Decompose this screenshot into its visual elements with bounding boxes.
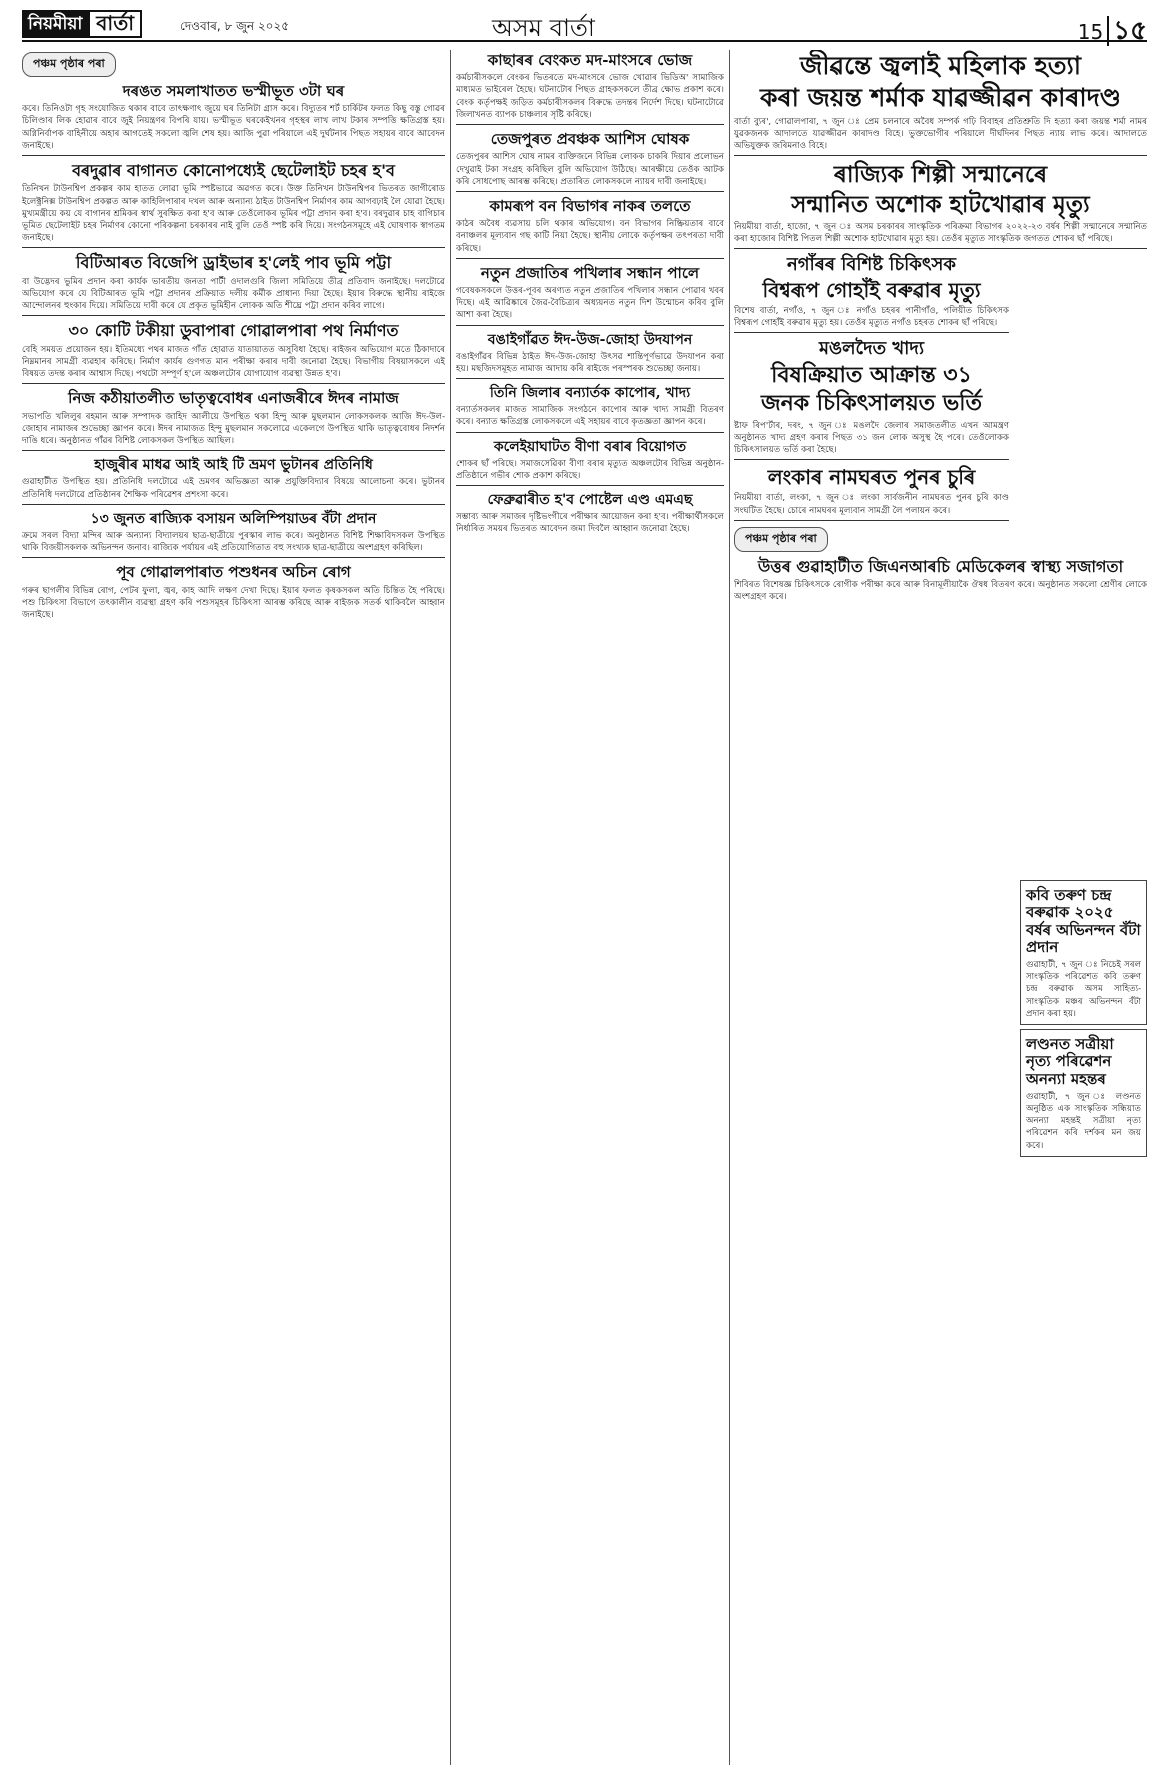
sidebar-body: গুৱাহাটী, ৭ জুন ঃ নিচেই সৰল সাংস্কৃতিক পৰিৱেশত কবি তৰুণ চন্দ্ৰ বৰুৱাক অসম সাহিত্য-সাংস্কৃতিক মঞ্চৰ অভিনন্দন বঁটা প্ৰদান কৰা হয়। xyxy=(1026,960,1141,1019)
page-number-native: ১৫ xyxy=(1107,16,1147,46)
article-headline: কলেইয়াঘাটত বীণা বৰাৰ বিয়োগত xyxy=(493,438,687,455)
article-food-poisoning xyxy=(734,337,1009,460)
sidebar-article-london-dance xyxy=(1020,1029,1147,1157)
article-eid-namaz xyxy=(22,388,445,451)
article-headline: বৰদুৱাৰ বাগানত কোনোপধ্যেই ছেটেলাইট চহৰ হ'ব xyxy=(72,161,395,181)
sidebar-body: গুৱাহাটী, ৭ জুন ঃ লণ্ডনত অনুষ্ঠিত এক সাংস্কৃতিক সন্ধিয়াত অনন্যা মহন্তই সত্ৰীয়া নৃত্য পৰিৱেশন কৰি দৰ্শকৰ মন জয় কৰে। xyxy=(1026,1091,1141,1151)
article-livestock-disease xyxy=(22,562,445,624)
article-obituary-bina xyxy=(456,437,724,487)
article-headline: নতুন প্ৰজাতিৰ পখিলাৰ সন্ধান পালে xyxy=(480,263,700,282)
article-headline: লংকাৰ নামঘৰত পুনৰ চুৰি xyxy=(767,465,976,490)
article-postal-exam xyxy=(456,490,724,539)
article-body: শিবিৰত বিশেষজ্ঞ চিকিৎসকে ৰোগীক পৰীক্ষা কৰে আৰু বিনামূলীয়াকৈ ঔষধ বিতৰণ কৰে। অনুষ্ঠানত সকলো শ্ৰেণীৰ লোকে অংশগ্ৰহণ কৰে। xyxy=(734,580,1147,603)
article-bongaigaon-eid xyxy=(456,330,724,380)
page-number xyxy=(1078,10,1147,54)
article-headline: নিজ কঠীয়াতলীত ভাতৃত্ববোধৰ এনাজৰীৰে ঈদৰ নামাজ xyxy=(68,389,399,408)
article-road-construction xyxy=(22,320,445,384)
sidebar xyxy=(1020,880,1147,1161)
article-headline-line-1: ৰাজ্যিক শিল্পী সন্মানেৰে xyxy=(833,161,1048,189)
article-body: তিনিখন টাউনশ্বিপ প্ৰকল্পৰ কাম হাতত লোৱা ভূমি স্পষ্টভাৱে অৱগত কৰে। উক্ত তিনিখন টাউনশ্বিপৰ ভিতৰত জাগীৰোড ইলেক্ট্ৰনিক্স টাউনশ্বিপ প্ৰকল্পত আৰু কাহিলিপাৰাৰ দখল আৰু অন্যান্য ঠাইত টাউনশ্বিপ নিৰ্মাণৰ কাম আগবঢ়াই লৈ যোৱা হৈছে। মুখ্যমন্ত্ৰীয়ে কয় যে বাগানৰ শ্ৰমিকৰ স্বাৰ্থ সুৰক্ষিত কৰা হ'ব আৰু তেওঁলোকৰ ভূমিৰ পট্টা প্ৰদান কৰা হ'ব। বৰদুৱাৰ চাহ বাগিচাৰ ভূমিত ছেটেলাইট চহৰ নিৰ্মাণৰ কোনো পৰিকল্পনা চৰকাৰৰ নাই বুলি তেওঁ স্পষ্ট কৰি দিয়ে। সংগঠনসমূহে এই ঘোষণাক স্বাগতম জনাইছে। xyxy=(22,184,445,244)
logo-word-2: বাৰ্তা xyxy=(88,10,142,38)
article-headline: উত্তৰ গুৱাহাটীত জিএনআৰচি মেডিকেলৰ স্বাস্থ্য সজাগতা xyxy=(757,556,1124,576)
masthead xyxy=(22,8,1147,46)
column-2 xyxy=(456,50,724,543)
article-headline-line-2: সন্মানিত অশোক হাটখোৱাৰ মৃত্যু xyxy=(791,190,1090,218)
article-headline-line-1: নগাঁৰৰ বিশিষ্ট চিকিৎসক xyxy=(786,254,957,276)
article-body: বা উদ্ভেদৰ ভুমিৰ প্ৰদান কৰা কাৰ্যক ভাৰতীয় জনতা পাৰ্টী ওদালগুৰি জিলা সমিতিয়ে তীব্ৰ প্ৰতিবাদ জনাইছে। দলটোৱে অভিযোগ কৰে যে বিটিআৰত ভূমি পট্টা প্ৰদানৰ প্ৰক্ৰিয়াত দলীয় কৰ্মীক প্ৰাধান্য দিয়া হৈছে। ইয়াৰ বিৰুদ্ধে স্থানীয় ৰাইজে আন্দোলনৰ হুংকাৰ দিয়ে। সমিতিয়ে দাবী কৰে যে প্ৰকৃত ভূমিহীন লোকক অতি শীঘ্ৰে পট্টা প্ৰদান কৰিব লাগে। xyxy=(22,276,445,312)
article-headline: তেজপুৰত প্ৰবঞ্চক আশিস ঘোষক xyxy=(490,130,690,149)
article-headline: হাজুৰীৰ মাধৱ আই আই টি ভ্ৰমণ ভুটানৰ প্ৰতিনিধি xyxy=(94,457,373,474)
continued-tag: পঞ্চম পৃষ্ঠাৰ পৰা xyxy=(22,52,116,77)
article-body: গবেষকসকলে উত্তৰ-পূবৰ অৰণ্যত নতুন প্ৰজাতিৰ পখিলাৰ সন্ধান পোৱাৰ খবৰ দিছে। এই আৱিষ্কাৰে জৈৱ-বৈচিত্ৰ্যৰ অধ্যয়নত নতুন দিশ উন্মোচন কৰিব বুলি আশা কৰা হৈছে। xyxy=(456,286,724,321)
article-body: নিয়মীয়া বাৰ্তা, লংকা, ৭ জুন ঃ লংকা সাৰ্বজনীন নামঘৰত পুনৰ চুৰি কাণ্ড সংঘটিত হৈছে। চোৰে নামঘৰৰ মূল্যবান সামগ্ৰী লৈ পলায়ন কৰে। xyxy=(734,493,1009,516)
article-headline: পূব গোৱালপাৰাত পশুধনৰ অচিন ৰোগ xyxy=(116,563,351,582)
article-chemistry-olympiad xyxy=(22,509,445,559)
article-doctor-death xyxy=(734,253,1009,333)
column-1 xyxy=(22,50,445,628)
page-number-latin: 15 xyxy=(1077,20,1104,44)
article-body: কৰ্মচাৰীসকলে বেংকৰ ভিতৰতে মদ-মাংসৰে ভোজ খোৱাৰ ভিডিঅ' সামাজিক মাধ্যমত ভাইৰেল হৈছে। ঘটনাটোৰ পিছত গ্ৰাহকসকলে তীব্ৰ ক্ষোভ প্ৰকাশ কৰে। বেংক কৰ্তৃপক্ষই জড়িত কৰ্মচাৰীসকলৰ বিৰুদ্ধে তদন্তৰ নিৰ্দেশ দিছে। ঘটনাটোৱে জিলাখনত ব্যাপক চাঞ্চল্যৰ সৃষ্টি কৰিছে। xyxy=(456,73,724,120)
article-headline-line-2: বিশ্বৰূপ গোহাঁই বৰুৱাৰ মৃত্যু xyxy=(762,278,981,303)
article-darrang-fire xyxy=(22,81,445,156)
lead-headline-line-2: কৰা জয়ন্ত শৰ্মাক যাৱজ্জীৱন কাৰাদণ্ড xyxy=(760,82,1121,112)
article-headline-line-2: বিষক্ৰিয়াত আক্ৰান্ত ৩১ xyxy=(771,362,972,389)
article-health-camp xyxy=(734,556,1147,607)
article-body: গুৱাহাটীত উপস্থিত হয়। প্ৰতিনিধি দলটোৱে এই ভ্ৰমণৰ অভিজ্ঞতা আৰু প্ৰযুক্তিবিদ্যাৰ বিষয়ে আলোচনা কৰে। ভুটানৰ প্ৰতিনিধি দলটোৱে প্ৰতিষ্ঠানৰ শৈক্ষিক পৰিৱেশৰ প্ৰশংসা কৰে। xyxy=(22,477,445,500)
column-3-inner xyxy=(734,253,1009,520)
article-artist-death xyxy=(734,160,1147,249)
sidebar-headline: লণ্ডনত সত্ৰীয়া নৃত্য পৰিৱেশন অনন্যা মহন্তৰ xyxy=(1026,1035,1114,1088)
article-tezpur-fraud xyxy=(456,129,724,192)
article-body: নিয়মীয়া বাৰ্তা, হাজো, ৭ জুন ঃ অসম চৰকাৰৰ সাংস্কৃতিক পৰিক্ৰমা বিভাগৰ ২০২২-২৩ বৰ্ষৰ শিল্পী সন্মানেৰে সন্মানিত কৰা হাজোৰ বিশিষ্ট পিতল শিল্পী অশোক হাটখোৱাৰ মৃত্যু হয়। তেওঁৰ মৃত্যুত সাংস্কৃতিক জগতত শোকৰ ছাঁ পৰিছে। xyxy=(734,221,1147,245)
article-iit-visit xyxy=(22,455,445,505)
article-forest-dept xyxy=(456,196,724,259)
article-btr-land xyxy=(22,252,445,316)
article-headline: বিটিআৰত বিজেপি ড্ৰাইভাৰ হ'লেই পাব ভূমি পট্টা xyxy=(75,253,392,273)
article-body: বিশেষ বাৰ্তা, নগাঁও, ৭ জুন ঃ নগাঁও চহৰৰ পানীগাঁও, পলিয়ীত চিকিৎসক বিশ্বৰূপ গোহাঁই বৰুৱাৰ মৃত্যু হয়। তেওঁৰ মৃত্যুত নগাঁও চহৰত শোকৰ ছাঁ পৰিছে। xyxy=(734,306,1009,329)
article-borduar-garden xyxy=(22,160,445,248)
lead-headline-line-1: জীৱন্তে জ্বলাই মহিলাক হত্যা xyxy=(799,51,1082,80)
article-headline: বঙাইগাঁৱত ঈদ-উজ-জোহা উদযাপন xyxy=(487,331,693,348)
article-headline-line-3: জনক চিকিৎসালয়ত ভৰ্তি xyxy=(760,390,983,417)
article-body: কৰে। তিনিওটা গৃহ সংযোজিত থকাৰ বাবে তাৎক্ষণাৎ জুয়ে ঘৰ তিনিটা গ্ৰাস কৰে। বিদ্যুতৰ শৰ্ট চাৰ্কিটৰ ফলত কিছু বস্তু গোৱৰ চিলিণ্ডাৰ লিক হোৱাৰ বাবে জুই নিয়ন্ত্ৰণৰ বিপৰি যায়। ভস্মীভূত ঘৰকেইখনৰ গৃহস্থৰ লাখ লাখ টকাৰ সম্পত্তি ক্ষতিগ্ৰস্ত হয়। অগ্নিনিৰ্বাপক বাহিনীয়ে অহাৰ আগতেই সকলো জ্বলি শেষ হয়। আজি পুৱা পৰিয়ালে এই দুৰ্ঘটনাৰ পিছত সহায়ৰ বাবে আবেদন জনাইছে। xyxy=(22,104,445,151)
logo-word-1: নিয়মীয়া xyxy=(22,10,88,38)
article-namghar-theft xyxy=(734,464,1009,520)
article-headline: ১৩ জুনত ৰাজ্যিক বসায়ন অলিম্পিয়াডৰ বঁটা প্ৰদান xyxy=(90,510,377,527)
section-title: অসম বাৰ্তা xyxy=(492,14,595,42)
article-headline: ৩০ কোটি টকীয়া ডুবাপাৰা গোৱালপাৰা পথ নিৰ্মাণত xyxy=(68,321,399,341)
article-headline: কাছাৰৰ বেংকত মদ-মাংসৰে ভোজ xyxy=(487,51,693,69)
article-body: কাঠৰ অবৈধ ব্যৱসায় চলি থকাৰ অভিযোগ। বন বিভাগৰ নিষ্ক্ৰিয়তাৰ বাবে বনাঞ্চলৰ মূল্যবান গছ কাটি নিয়া হৈছে। স্থানীয় লোকে কৰ্তৃপক্ষৰ তৎপৰতা দাবী কৰিছে। xyxy=(456,219,724,254)
sidebar-article-poet-award xyxy=(1020,880,1147,1025)
issue-date: দেওবাৰ, ৮ জুন ২০২৫ xyxy=(180,19,290,33)
article-body: বাৰ্তা ব্যুৰ', গোৱালপাৰা, ৭ জুন ঃ প্ৰেম চলনাৰে অবৈধ সম্পৰ্ক গঢ়ি বিবাহৰ প্ৰতিশ্ৰুতি দি হত্যা কৰা জয়ন্ত শৰ্মা নামৰ যুৱকজনক আদালতে যাৱজ্জীৱন কাৰাদণ্ড বিহে। ভুক্তভোগীৰ পৰিয়ালে দীৰ্ঘদিনৰ পিছত ন্যায় লাভ কৰে। আদালতে অভিযুক্তক জৰিমনাও বিহে। xyxy=(734,116,1147,151)
article-body: ষ্টাফ ৰিপ'ৰ্টাৰ, দৰং, ৭ জুন ঃ মঙলদৈ জেলাৰ সমাজতলীত এখন আমন্ত্ৰণ অনুষ্ঠানত খাদ্য গ্ৰহণ কৰাৰ পিছত ৩১ জন লোক অসুস্থ হৈ পৰে। তেওঁলোকক চিকিৎসালয়ত ভৰ্তি কৰা হৈছে। xyxy=(734,420,1009,456)
article-life-sentence xyxy=(734,50,1147,156)
article-body: সভাপতি খলিলুৰ ৰহমান আৰু সম্পাদক জাহিদ আলীয়ে উপস্থিত থকা হিন্দু আৰু মুছলমান লোকসকলক আজি ঈদ-উল-জোহাৰ নামাজৰ শুভেচ্ছা জ্ঞাপন কৰে। ঈদৰ নামাজত হিন্দু মুছলমান সকলোৱে একেলগে উপস্থিত থাকি ভাতৃত্ববোধৰ নিদৰ্শন দাঙি ধৰে। অনুষ্ঠানত গাঁৱৰ বিশিষ্ট লোকসকল উপস্থিত আছিল। xyxy=(22,411,445,447)
article-headline-line-1: মঙলদৈত খাদ্য xyxy=(818,338,925,360)
article-body: তেজপুৰৰ আশিস ঘোষ নামৰ ব্যক্তিজনে বিভিন্ন লোকক চাকৰি দিয়াৰ প্ৰলোভন দেখুৱাই টকা সংগ্ৰহ কৰিছিল বুলি অভিযোগ উঠিছে। আৰক্ষীয়ে তেওঁক আটক কৰি সোধপোছ আৰম্ভ কৰিছে। প্ৰতাৰিত লোকসকলে ন্যায়ৰ দাবী জনাইছে। xyxy=(456,152,724,187)
article-body: শোকৰ ছাঁ পৰিছে। সমাজসেৱিকা বীণা বৰাৰ মৃত্যুত অঞ্চলটোৰ বিভিন্ন অনুষ্ঠান-প্ৰতিষ্ঠানে গভীৰ শোক প্ৰকাশ কৰিছে। xyxy=(456,458,724,481)
article-headline: দৰঙত সমলাখাতত ভস্মীভূত ৩টা ঘৰ xyxy=(122,82,345,100)
article-body: বেহি সময়ত প্ৰয়োজন হয়। ইতিমধ্যে পথৰ মাজত গাঁত হোৱাত যাতায়াতত অসুবিধা হৈছে। ৰাইজৰ অভিযোগ মতে ঠিকাদাৰে নিম্নমানৰ সামগ্ৰী ব্যৱহাৰ কৰিছে। নিৰ্মাণ কাৰ্যৰ গুণগত মান পৰীক্ষা কৰাৰ দাবী জনোৱা হৈছে। বিভাগীয় বিষয়াসকলে এই বিষয়ত তদন্ত কৰাৰ আশ্বাস দিছে। পথটো সম্পূৰ্ণ হ'লে অঞ্চলটোৰ যোগাযোগ ব্যৱস্থা উন্নত হ'ব। xyxy=(22,344,445,380)
article-headline: ফেব্ৰুৱাৰীত হ'ব পোষ্টেল এণ্ড এমএছ xyxy=(487,492,693,509)
article-body: সম্ভাব্য আৰু সমাজৰ দৃষ্টিভংগীৰে পৰীক্ষাৰ আয়োজন কৰা হ'ব। পৰীক্ষাৰ্থীসকলে নিৰ্ধাৰিত সময়ৰ ভিতৰত আবেদন জমা দিবলৈ আহ্বান জনোৱা হৈছে। xyxy=(456,512,724,535)
article-body: ক্ৰমে সৰল বিদ্যা মন্দিৰ আৰু অন্যান্য বিদ্যালয়ৰ ছাত্ৰ-ছাত্ৰীয়ে পুৰস্কাৰ লাভ কৰে। অনুষ্ঠানত বিশিষ্ট শিক্ষাবিদসকল উপস্থিত থাকি বিজয়ীসকলক অভিনন্দন জনাব। ৰাজ্যিক পৰ্যায়ৰ এই প্ৰতিযোগিতাত বহু সংখ্যক ছাত্ৰ-ছাত্ৰীয়ে অংশগ্ৰহণ কৰিছিল। xyxy=(22,530,445,554)
article-headline: তিনি জিলাৰ বন্যাৰ্তক কাপোৰ, খাদ্য xyxy=(489,385,691,402)
sidebar-headline: কবি তৰুণ চন্দ্ৰ বৰুৱাক ২০২৫ বৰ্ষৰ অভিনন্দন বঁটা প্ৰদান xyxy=(1026,886,1141,956)
article-body: গৰুৰ ছাগলীৰ বিভিন্ন ৰোগ, পেটৰ ফুলা, জ্বৰ, কাহ আদি লক্ষণ দেখা দিছে। ইয়াৰ ফলত কৃষকসকল অতি চিন্তিত হৈ পৰিছে। পশু চিকিৎসা বিভাগে তৎকালীন ব্যৱস্থা গ্ৰহণ কৰি পশুসমূহৰ চিকিৎসা আৰম্ভ কৰিছে আৰু ৰাইজক সতৰ্ক থাকিবলৈ আহ্বান জনাইছে। xyxy=(22,585,445,620)
newspaper-logo xyxy=(22,10,142,38)
column-3 xyxy=(734,50,1147,611)
continued-tag: পঞ্চম পৃষ্ঠাৰ পৰা xyxy=(734,527,828,552)
article-headline: কামৰূপ বন বিভাগৰ নাকৰ তলতে xyxy=(489,196,691,215)
article-flood-relief xyxy=(456,383,724,433)
article-cachar-bank xyxy=(456,50,724,125)
article-butterfly xyxy=(456,263,724,326)
article-body: বন্যাৰ্তসকলৰ মাজত সামাজিক সংগঠনে কাপোৰ আৰু খাদ্য সামগ্ৰী বিতৰণ কৰে। বন্যাত ক্ষতিগ্ৰস্ত লোকসকলে এই সহায়ৰ বাবে কৃতজ্ঞতা জ্ঞাপন কৰে। xyxy=(456,405,724,428)
article-body: বঙাইগাঁৱৰ বিভিন্ন ঠাইত ঈদ-উজ-জোহা উৎসৱ শান্তিপূৰ্ণভাৱে উদযাপন কৰা হয়। মছজিদসমূহত নামাজ আদায় কৰি ৰাইজে পৰস্পৰক শুভেচ্ছা জনায়। xyxy=(456,351,724,374)
